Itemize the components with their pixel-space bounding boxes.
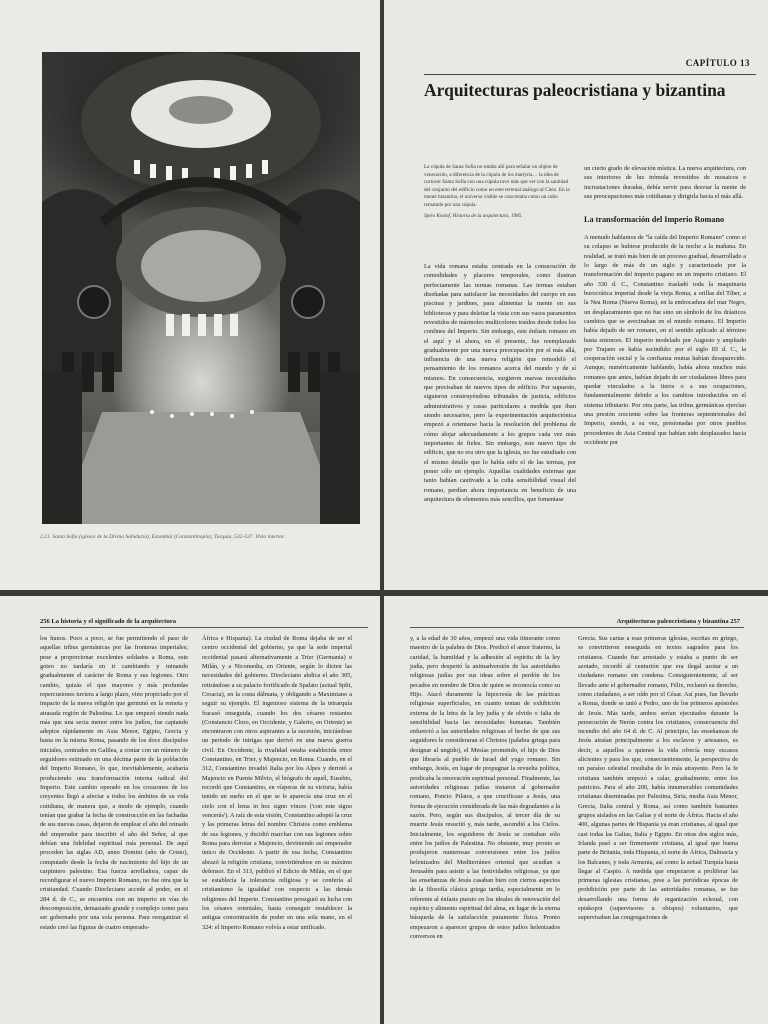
- section-heading: La transformación del Imperio Romano: [584, 215, 725, 225]
- body-column-1: [40, 634, 188, 932]
- running-head: 256 La historia y el significado de la arquitectura: [40, 618, 177, 625]
- paragraph: África e Hispania). La ciudad de Roma dejaba de ser el centro occidental del gobierno, ya que la sede imperial occidental pasará alternativamente a Trier (Germania) o Milán, y a Nicomedia, en Oriente, según lo dicten las necesidades del gobierno. Diocleciano abdica el año 305, retirándose a su palacio fortificado de Spalato (actual Split, Croacia), en la costa dálmata, y obligando a Maximiano a seguir su ejemplo. El ingenioso sistema de la tetrarquía fracasó enseguida, cuando los dos césares restantes (Constancio Cloro, en Occidente, y Galerio, en Oriente) se encontraron con otros aspirantes a la sucesión, iniciándose un periodo de intrigas que derivó en una nueva guerra civil. En Occidente, la rivalidad estaba establecida entre Constantino, en Trier, y Majencio, en Roma. Cuando, en el 312, Constantino invadió Italia por los Alpes y derrotó a Majencio en Puente Milvio, el biógrafo de aquél, Eusebio, recordó que Constantino, en vísperas de su victoria, había tenido un sueño en el que se le aparecía una cruz en el cielo con el lema in hoc signo vinces ('con este signo vencerás'). A raíz de esta visión, Constantino adoptó la cruz y las primeras letras del nombre Christos como emblema de sus legiones, y decidió marchar con sus legiones sobre Roma para derrotar a Majencio, deviniendo así emperador único de Occidente. A partir de esa fecha, Constantino abrazó la religión cristiana, convirtiéndose en su máximo defensor. En el 313, publicó el Edicto de Milán, en el que se establecía la tolerancia religiosa y se confería al cristianismo la igualdad con respecto a las demás religiones del Imperio. Constantino prosiguió su lucha con los césares orientales, hasta conseguir restablecer la antigua concentración de poder en una sola mano, en el 324: el Imperio Romano volvía a estar unificado.: [202, 635, 352, 931]
- chapter-label: CAPÍTULO 13: [685, 58, 750, 68]
- page-256: [0, 596, 380, 1024]
- chapter-rule: [424, 74, 756, 75]
- body-column-1: [424, 262, 576, 504]
- body-column-1: [410, 634, 560, 941]
- photo-caption: 2.21. Santa Sofía (iglesia de la Divina Sabiduría), Estambul (Constantinopla), Turquía, 532-537. Vista interior.: [40, 534, 286, 540]
- running-rule: [410, 627, 744, 628]
- chapter-title: Arquitecturas paleocristiana y bizantina: [424, 80, 726, 100]
- body-column-2: [202, 634, 352, 932]
- epigraph-author: Spiro Kostof, Historia de la arquitectura, 1985.: [424, 213, 523, 220]
- paragraph: La vida romana estaba centrada en la consecución de comodidades y placeres temporales, como ilustran perfectamente las termas romanas. Las termas estaban diseñadas para satisfacer las necesidades del cuerpo en sus piscinas y jardines, para alimentar la mente en sus bibliotecas y para deleitar la vista con sus vasos paramentos revestidos de mármoles multicolores traídos desde todos los confines del Imperio. Sin embargo, este énfasis romano en el aquí y el ahora, en el presente, fue reemplazado gradualmente por una nueva preocupación por el más allá, influencia de una nueva religión que remodeló el pensamiento de los romanos acerca del mundo y de sí mismos. En consecuencia, surgieron nuevas necesidades que precisaban de nuevos tipos de edificio. Por supuesto, siguieron construyéndose tribunales de justicia, edificios administrativos y casas particulares a medida que iban siendo necesarios, pero la experimentación arquitectónica empezó a orientarse hacia la resolución del problema de cómo alojar adecuadamente a los grupos cada vez más importantes de fieles. Sin embargo, este nuevo tipo de edificio, que no era otro que la iglesia, no fue estudiado con el mismo detalle que lo había sido el de las termas, por poner sólo un ejemplo. Aquellas cualidades externas que tanto habían cautivado a la culta sensibilidad visual del romano, perdían ahora importancia en beneficio de una arquitectura de elementos más sencillos, que fomentase: [424, 263, 576, 503]
- page-chapter-opener: [384, 0, 768, 590]
- paragraph: un cierto grado de elevación mística. La nueva arquitectura, con sus interiores de luz trémula revestidos de mosaicos e incrustaciones doradas, debía servir para desviar la mente de sus preocupaciones más cotidianas y dirigirla hacia el más allá.: [584, 165, 746, 200]
- paragraph: los hunos. Poco a poco, se fue permitiendo el paso de aquellas tribus germánicas por las fronteras imperiales; pese a proporcionar excelentes soldados a Roma, este goteo no tardaría en ir cambiando y minando gradualmente el carácter de Roma y sus legiones. Otro cambio, quizás el que mayores y más profundas repercusiones tuviera a largo plazo, vino propiciado por el impacto de la nueva religión que germinó en la remota y atrasada región de Palestina. Lo que empezó siendo nada más que una secta menor entre los judíos, fue captando adeptos rápidamente en Asia Menor, Egipto, Grecia y hasta en la misma Roma, pasando de los doce discípulos iniciales, centrados en Galilea, a contar con un número de seguidores estimado en una décima parte de la población del Imperio Romano, lo que, inevitablemente, acabaría produciendo una transformación interna radical del Imperio. Este cambio operado en los corazones de los creyentes llegó a afectar a todos los ámbitos de su vida cotidiana, de manera que, a modo de ejemplo, cuando tenían que grabar la fecha de construcción en las fachadas de sus nuevas casas, dejaron de emplear el año del reinado del emperador para inscribir el año del Señor, al que debían una fidelidad espiritual más personal. De aquí proceden las siglas AD, anno Domini (año de Cristo), computado desde la fecha de nacimiento del hijo de un carpintero palestino. Esa fuerza arrolladora, capaz de reconfigurar el nuevo Imperio Romano, no fue otra que la cristiandad. Cuando Diocleciano accede al poder, en el 284 d. de C., se encuentra con un imperio en vías de descomposición, demasiado grande y complejo como para ser gobernado por una sola persona. Para reorganizar el estado creó las figuras de cuatro emperado-: [40, 635, 188, 931]
- paragraph: A menudo hablamos de "la caída del Imperio Romano" como si su colapso se hubiese producido de la noche a la mañana. En realidad, se trató más bien de un proceso gradual, desarrollado a lo largo de más de un siglo y caracterizado por la transformación del imperio pagano en un imperio cristiano. El año 330 d. C., Constantino trasladó toda la maquinaria burocrática imperial desde la vieja Roma, a orillas del Tíber, a la Nea Roma (Nueva Roma), en la embocadura del mar Negro, un desplazamiento que no fue sino un símbolo de los drásticos cambios que se avecinaban en el mundo romano. El Imperio había dejado de ser romano, en el sentido aplicado al término hasta entonces. El imperio modelado por Augusto y ampliado por Trajano se había escindido: por el siglo III d. C., la cooperación social y la confianza mutua habían desaparecido. Aunque, numéricamente hablando, había ahora muchos más romanos que antes, habían dejado de ser ciudadanos libres para quedar vinculados a la tierra o a sus ocupaciones, fundamentalmente debido a los cambios introducidos en el sistema tributario. Por otra parte, las tribus germánicas ejercían una presión creciente sobre las fronteras septentrionales del Imperio, siendo, a su vez, presionadas por otros pueblos procedentes de Asia Central que habían sido desplazados hacia occidente por: [584, 234, 746, 446]
- running-head: Arquitecturas paleocristiana y bizantina 257: [616, 618, 740, 625]
- epigraph: [424, 164, 574, 221]
- paragraph: Grecia. Sus cartas a esas primeras iglesias, escritas en griego, se convirtieron enseguida en textos sagrados para los cristianos. Cuando fue arrestado y estaba a punto de ser azotado, recordó al centurión que era ilegal azotar a un ciudadano romano sin condena. Consiguientemente, al ser llevado ante el gobernador romano, Félix, reclamó su derecho, como ciudadano, a ser oído por el César. Así pues, fue llevado a Roma, donde se unió a Pedro, uno de los primeros apóstoles de Jesús. Más tarde, ambos serían ejecutados durante la persecución de Nerón contra los cristianos, consecuencia del incendio del año 64 d. de C. Al principio, las enseñanzas de Jesús atraían principalmente a los esclavos y artesanos, es decir, a aquellos a quienes la vida ofrecía muy escasos alicientes y para los que, consecuentemente, la perspectiva de un paraíso celestial resultaba de lo más atrayente. Pero la fe cristiana también empezó a calar, gradualmente, entre los patricios. Para el año 200, había innumerables comunidades cristianas diseminadas por Palestina, Siria, media Asia Menor, Grecia, Italia central y Roma, así como también bastantes grupos aislados en las Galias y el norte de África. Hacia el año 400, algunas partes de Hispania ya eran cristianas, al igual que casi todas las Galias, Italia y Egipto. En otras dos siglos más, Irlanda pasó a ser firmemente cristiana, al igual que buena parte de Britania, toda Hispania, el norte de África, Dalmacia y los Balcanes, y toda Armenia, así como la actual Turquía hasta llegar al Caspio. A medida que empezaron a proliferar las primeras iglesias cristianas, pese a las periódicas épocas de prohibición por parte de las autoridades romanas, se fue desarrollando una forma de organización eclesial, con episkopoi (supervisores u obispos) voluntarios, que supervisaban las congregaciones de: [578, 635, 738, 922]
- page-257: [384, 596, 768, 1024]
- paragraph: y, a la edad de 30 años, empezó una vida itinerante como maestro de la palabra de Dios. Predicó el amor fraterno, la caridad, la humildad y la adhesión al espíritu de la ley judía, pero despertó la animadversión de las autoridades religiosas judías por sus ideas sobre el perdón de los pecados en nombre de Dios de quien se reconocía como su Hijo. Atacó duramente la hipocresía de las prácticas religiosas superficiales, en cuanto tentan de exhibición externa de la letra de la ley judía y de olvido o falta de sensibilidad hacia las necesidades humanas. También enfureció a las autoridades religiosas el hecho de que sus seguidores le consideraran el Christos (palabra griega para designar al ungido), el Mesías prometido, el hijo de Dios que libraría al pueblo de Israel del yugo romano. Sin embargo, Jesús, en lugar de propugnar la revuelta política, predicaba la renovación espiritual personal. Finalmente, las autoridades religiosas judías instaron al gobernador romano, Poncio Pilatos, a que crucificase a Jesús, una forma de ejecución considerada de las más degradantes a la sazón. Pero, según sus discípulos, al tercer día de su muerte Jesús resucitó y, más tarde, ascendió a los Cielos. Inicialmente, los seguidores de Jesús se contaban sólo entre los judíos de Palestina. No obstante, muy pronto se produjeron numerosas conversiones entre los judíos helenizados del Mediterráneo oriental que acudían a Jerusalén para asistir a las festividades religiosas, ya que las enseñanzas de Jesús casaban bien con ciertos aspectos de la filosofía clásica griega tardía, especialmente en lo referente al énfasis puesto en los ideales de renovación del espíritu y alimento espiritual del alma, en lugar de la eterna búsqueda de la satisfacción puramente física. Pronto empezaron a aparecer grupos de estos judíos helenizados conversos en: [410, 635, 560, 940]
- body-column-2: [578, 634, 738, 923]
- hagia-sophia-photo: [42, 52, 360, 524]
- epigraph-text: La cúpula de Santa Sofía no estaba allí para señalar un objeto de veneración, a diferencia de la cúpula de los martyria… la idea de cortocer Santa Sofía con una cúpula tuvo más que ver con la santidad del conjunto del edificio como un ente terrenal análogo al Cielo. En la mente bizantina, el universo visible se concretaba como un cubo rematado por una cúpula.: [424, 164, 570, 208]
- page-photo: [0, 0, 380, 590]
- body-column-2: [584, 164, 746, 447]
- running-rule: [40, 627, 368, 628]
